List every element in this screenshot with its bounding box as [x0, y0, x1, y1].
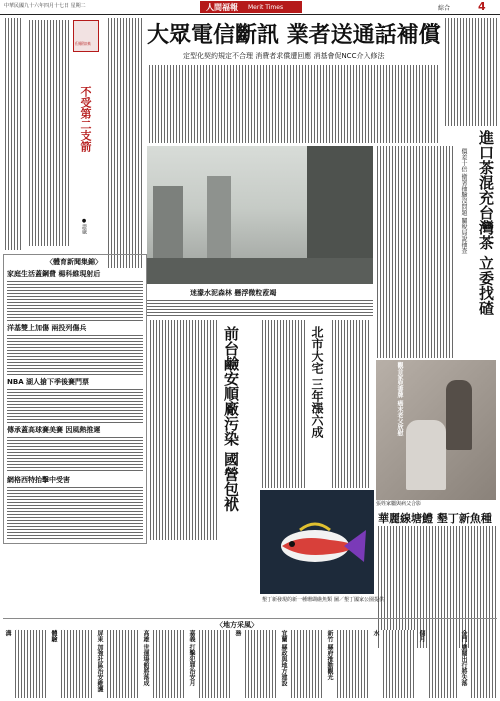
local-item-11-body — [469, 630, 497, 698]
brief-item-5-title: 網格西特抬擊中受害 — [7, 476, 70, 484]
local-item-9: 水 — [372, 630, 379, 636]
left-narrow-text — [3, 18, 23, 250]
fish-photo-credit: 圖／墾丁國家公園提供 — [334, 597, 385, 603]
dioxin-story-text — [148, 320, 218, 540]
brief-item-2-body — [7, 333, 143, 375]
masthead-en: Merit Times — [248, 4, 284, 11]
local-item-8-body — [335, 630, 369, 698]
brief-item-1-body — [7, 279, 143, 321]
fish-illustration — [260, 490, 374, 594]
news-brief-header: 〈體育新聞集錦〉 — [46, 258, 102, 266]
smog-photo-caption-title: 迷濛水泥森林 懸浮微粒蒞竭 — [190, 289, 277, 297]
fish-photo-caption: 墾丁新發現的新一種珊瑚礁魚類 — [262, 597, 333, 603]
local-item-6-body — [243, 630, 277, 698]
masthead-logo: 人間福報 — [206, 2, 238, 12]
local-item-10: 個月 — [418, 630, 425, 642]
local-item-5: 嘉義 打擊犯罪治安月 — [188, 630, 195, 687]
essay-body — [27, 20, 71, 246]
local-item-2-body — [59, 630, 93, 698]
bottom-divider — [3, 618, 497, 619]
brief-item-5-body — [7, 485, 143, 539]
housing-story-text-2 — [330, 320, 370, 488]
local-item-5-body — [197, 630, 231, 698]
person-seated — [406, 420, 446, 490]
family-photo-caption: 張姓家屬與病父合影 — [376, 501, 422, 507]
bottom-section-header: 〈地方采風〉 — [216, 621, 258, 629]
main-story-text — [147, 65, 440, 143]
masthead-box — [200, 1, 302, 13]
col2-text — [106, 18, 142, 268]
local-item-2: 體驗 — [50, 630, 57, 642]
street-level — [147, 258, 373, 284]
family-photo — [376, 360, 496, 500]
local-item-4-body — [151, 630, 185, 698]
local-item-9-body — [381, 630, 415, 698]
housing-headline: 北市大宅 三年漲六成 — [310, 326, 324, 439]
left-essay-box — [25, 18, 103, 250]
tea-headline: 進口茶混充台灣茶 立委找碴 — [477, 130, 495, 316]
brief-item-3-title: NBA 湖人搶下季後賽門票 — [7, 378, 90, 386]
essay-header-badge — [73, 20, 99, 52]
local-item-8: 新竹 縣府推動觀光 — [326, 630, 333, 681]
section-name: 綜合 — [438, 5, 451, 12]
person-standing — [446, 380, 472, 450]
main-headline: 大眾電信斷訊 業者送通話補償 — [147, 22, 441, 48]
housing-story-text — [260, 320, 306, 488]
local-item-1: 溝 — [4, 630, 11, 636]
essay-author: ●證嚴 — [81, 218, 87, 234]
local-item-7-body — [289, 630, 323, 698]
family-photo-caption-title: 觀音家兜書牌 癌末老父欣慰 — [396, 362, 403, 437]
local-item-4: 高雄 世運場館將落成 — [142, 630, 149, 687]
essay-title: 不受第二支箭 — [79, 86, 92, 152]
fish-photo — [260, 490, 374, 594]
main-subheadline: 定型化契約規定不合理 消費者求償遭回應 消基會促NCC介入修法 — [183, 52, 385, 60]
dioxin-headline: 前台鹼安順廠污染 國營包袱 — [222, 326, 240, 512]
essay-header-label: 但願如來 — [75, 41, 91, 46]
local-item-3-body — [105, 630, 139, 698]
brief-item-2-title: 洋基雙上加傷 兩投列傷兵 — [7, 324, 87, 332]
local-item-3: 屏東 加強社區治安維護 — [96, 630, 103, 693]
fish-headline: 華麗線塘鱧 墾丁新魚種 — [378, 512, 492, 525]
local-item-11: 金門 廣闊出行將失落 — [460, 630, 467, 687]
header-strip — [0, 0, 500, 15]
tea-story-text — [375, 146, 455, 358]
brief-item-1-title: 家庭生活蓋鋼費 楊科維現射后 — [7, 270, 101, 278]
news-brief-box — [3, 254, 147, 544]
brief-item-4-body — [7, 435, 143, 473]
smog-photo — [147, 146, 373, 284]
local-item-6: 務 — [234, 630, 241, 636]
local-item-1-body — [13, 630, 47, 698]
brief-item-4-title: 傳承蓋高球賽美賽 因風熱推遲 — [7, 426, 101, 434]
smog-photo-caption — [147, 298, 373, 316]
local-item-10-body — [427, 630, 457, 698]
page-number: 4 — [478, 0, 486, 13]
tea-subheadline: 價差十倍 衛署抽驗沒問題 關稅局說抽查 — [460, 148, 467, 254]
brief-item-3-body — [7, 387, 143, 423]
local-item-7: 宜蘭 縣政與地方建設 — [280, 630, 287, 687]
bottom-columns — [3, 630, 497, 698]
header-date: 中華民國九十六年四月十七日 星期二 — [4, 3, 86, 9]
right-top-text — [443, 18, 497, 126]
